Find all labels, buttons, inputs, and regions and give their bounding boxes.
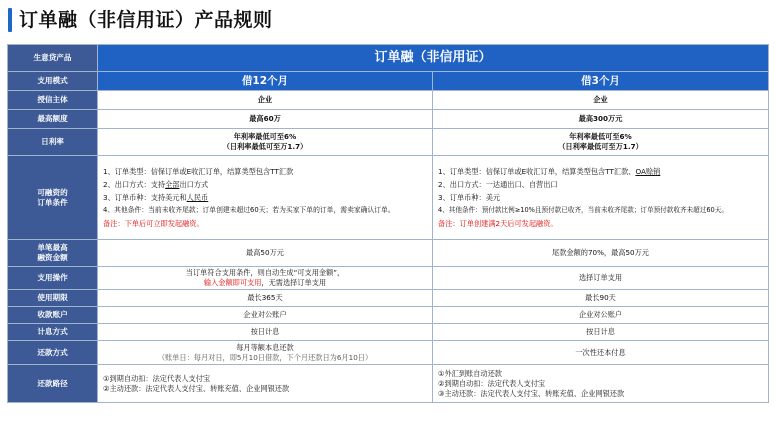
- repay-path-col2-line2: ②到期自动扣：法定代表人支付宝: [438, 378, 546, 388]
- product-rules-table: [7, 44, 769, 403]
- term-col1: 最长365天: [98, 290, 433, 307]
- cond1-item1: 1、订单类型：信保订单或E收汇订单，结算类型包含TT汇款: [103, 167, 294, 176]
- cond2-item2: 2、出口方式：一达通出口、自营出口: [438, 180, 558, 189]
- interest-col2: 按日计息: [433, 324, 769, 341]
- cond2-item4: 4、其他条件：预付款比例≥10%且预付款已收齐，当前未收齐尾款；订单预付款收齐未超过60天。: [438, 206, 728, 214]
- repay-path-col2-line3: ③主动还款：法定代表人支付宝、转账充值、企业网银还款: [438, 388, 625, 398]
- repay-method-col1-line1: 每月等额本息还款: [236, 342, 294, 352]
- conditions-label-line1: 可融资的: [37, 187, 68, 197]
- cond2-item1: [438, 165, 765, 178]
- single-max-label-line1: 单笔最高: [37, 243, 68, 252]
- table-row-single-max: [8, 240, 769, 267]
- page-title: 订单融（非信用证）产品规则: [19, 9, 273, 31]
- single-max-col1: 最高50万元: [98, 240, 433, 267]
- row-label-repay-method: 还款方式: [8, 341, 98, 365]
- table-row-account: [8, 307, 769, 324]
- table-row-repay-method: [8, 341, 769, 365]
- repay-method-col1: [98, 341, 433, 365]
- table-row-conditions: [8, 156, 769, 240]
- table-row-operation: [8, 267, 769, 290]
- repay-path-col2-line1: ①外汇到账自动还款: [438, 368, 502, 378]
- cond1-item2-underlined: 全部: [165, 180, 180, 189]
- repay-path-col1-line1: ①到期自动扣：法定代表人支付宝: [103, 373, 211, 383]
- repay-path-col2: [433, 365, 769, 403]
- interest-col1: 按日计息: [98, 324, 433, 341]
- entity-col1: 企业: [98, 91, 433, 110]
- rate-col2-line2: （日利率最低可至万1.7）: [558, 142, 643, 151]
- conditions-col2: [433, 156, 769, 240]
- entity-col2: 企业: [433, 91, 769, 110]
- single-max-col2: 尾款金额的70%，最高50万元: [433, 240, 769, 267]
- row-label-limit: 最高额度: [8, 110, 98, 129]
- product-name-banner: 订单融（非信用证）: [98, 45, 769, 72]
- repay-method-col1-line2: （账单日：每月对日，即5月10日借款，下个月还款日为6月10日）: [157, 352, 373, 362]
- operation-col1-highlight: 输入金额即可支用: [203, 278, 262, 287]
- table-row-interest: [8, 324, 769, 341]
- row-label-entity: 授信主体: [8, 91, 98, 110]
- row-label-conditions: [8, 156, 98, 240]
- operation-col2: 选择订单支用: [433, 267, 769, 290]
- mode-12-months: 借12个月: [98, 72, 433, 91]
- table-row-header: [8, 45, 769, 72]
- row-label-rate: 日利率: [8, 129, 98, 156]
- repay-method-col2: 一次性还本付息: [433, 341, 769, 365]
- account-col1: 企业对公账户: [98, 307, 433, 324]
- cond1-item2-suffix: 出口方式: [179, 180, 209, 189]
- cond1-item3-prefix: 3、订单币种：支持美元和: [103, 193, 187, 202]
- limit-col1: 最高60万: [98, 110, 433, 129]
- cond2-item1-underlined: OA赊销: [635, 167, 661, 176]
- table-row-mode: [8, 72, 769, 91]
- rate-col2: [433, 129, 769, 156]
- cond2-item1-prefix: 1、订单类型：信保订单或E收汇订单，结算类型包含TT汇款、: [438, 167, 636, 176]
- repay-path-col1-line2: ②主动还款：法定代表人支付宝、转账充值、企业网银还款: [103, 383, 290, 393]
- row-label-single-max: [8, 240, 98, 267]
- row-label-mode: 支用模式: [8, 72, 98, 91]
- operation-col1-tail: ，无需选择订单支用: [261, 278, 327, 287]
- mode-3-months: 借3个月: [433, 72, 769, 91]
- table-row-repay-path: [8, 365, 769, 403]
- cond1-item2: [103, 178, 429, 191]
- row-label-term: 使用期限: [8, 290, 98, 307]
- rate-col1: [98, 129, 433, 156]
- corner-cell: 生意贷产品: [8, 45, 98, 72]
- title-accent-bar: [8, 8, 12, 32]
- table-row-entity: [8, 91, 769, 110]
- row-label-account: 收款账户: [8, 307, 98, 324]
- table-row-rate: [8, 129, 769, 156]
- cond1-item3: [103, 191, 429, 204]
- operation-col1-line1: 当订单符合支用条件，则自动生成“可支用金额”，: [185, 268, 345, 277]
- cond1-item4: 4、其他条件：当前未收齐尾款；订单创建未超过60天；若为买家下单的订单，需卖家确认订单。: [103, 206, 395, 214]
- rate-col1-line2: （日利率最低可至万1.7）: [222, 142, 308, 151]
- row-label-interest: 计息方式: [8, 324, 98, 341]
- conditions-label-line2: 订单条件: [37, 197, 68, 207]
- operation-col1: [98, 267, 433, 290]
- table-row-limit: [8, 110, 769, 129]
- single-max-label-line2: 融资金额: [37, 253, 68, 262]
- account-col2: 企业对公账户: [433, 307, 769, 324]
- operation-col1-line2: [101, 278, 429, 288]
- table-row-term: [8, 290, 769, 307]
- conditions-col1: [98, 156, 433, 240]
- repay-path-col1: [98, 365, 433, 403]
- cond1-item2-prefix: 2、出口方式：支持: [103, 180, 166, 189]
- rate-col1-line1: 年利率最低可至6%: [233, 132, 297, 141]
- row-label-operation: 支用操作: [8, 267, 98, 290]
- cond2-item3: 3、订单币种：美元: [438, 193, 501, 202]
- cond1-item3-underlined: 人民币: [186, 193, 209, 202]
- cond2-note: 备注：订单创建满2天后可发起融资。: [438, 219, 558, 228]
- cond1-note: 备注：下单后可立即发起融资。: [103, 219, 204, 228]
- term-col2: 最长90天: [433, 290, 769, 307]
- limit-col2: 最高300万元: [433, 110, 769, 129]
- rate-col2-line1: 年利率最低可至6%: [569, 132, 632, 141]
- row-label-repay-path: 还款路径: [8, 365, 98, 403]
